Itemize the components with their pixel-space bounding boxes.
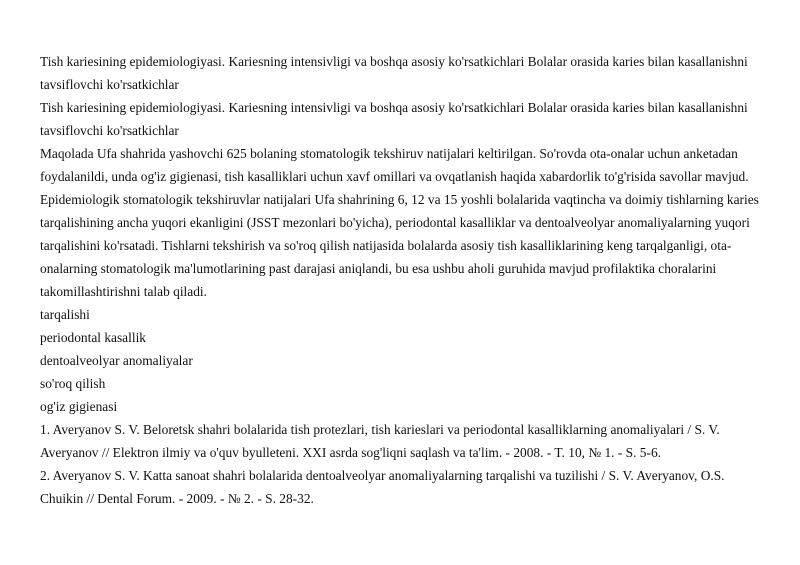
keyword-item: periodontal kasallik xyxy=(40,330,146,345)
document-title-repeat: Tish kariesining epidemiologiyasi. Kariesning intensivligi va boshqa asosiy ko'rsatkichlari Bolalar orasida karies bilan kasallanishni tavsiflovchi ko'rsatkichlar xyxy=(40,100,748,138)
abstract-paragraph: Maqolada Ufa shahrida yashovchi 625 bolaning stomatologik tekshiruv natijalari keltirilgan. So'rovda ota-onalar uchun anketadan foydalanildi, unda og'iz gigienasi, tish kasalliklari uchun xavf omillari va ovqatlanish haqida xabardorlik to'g'risida savollar mavjud. Epidemiologik stomatologik tekshiruvlar natijalari Ufa shahrining 6, 12 va 15 yoshli bolalarida vaqtincha va doimiy tishlarning karies tarqalishining ancha yuqori ekanligini (JSST mezonlari bo'yicha), periodontal kasalliklar va dentoalveolyar anomaliyalarning yuqori tarqalishini ko'rsatadi. Tishlarni tekshirish va so'roq qilish natijasida bolalarda asosiy tish kasalliklarining keng tarqalganligi, ota-onalarning stomatologik ma'lumotlarining past darajasi aniqlandi, bu esa ushbu aholi guruhida mavjud profilaktika choralarini takomillashtirishni talab qiladi. xyxy=(40,146,759,299)
document-body xyxy=(40,50,765,510)
keyword-item: dentoalveolyar anomaliyalar xyxy=(40,353,193,368)
document-title: Tish kariesining epidemiologiyasi. Kariesning intensivligi va boshqa asosiy ko'rsatkichlari Bolalar orasida karies bilan kasallanishni tavsiflovchi ko'rsatkichlar xyxy=(40,54,748,92)
reference-item: 2. Averyanov S. V. Katta sanoat shahri bolalarida dentoalveolyar anomaliyalarning tarqalishi va tuzilishi / S. V. Averyanov, O.S. Chuikin // Dental Forum. - 2009. - № 2. - S. 28-32. xyxy=(40,468,725,506)
reference-item: 1. Averyanov S. V. Beloretsk shahri bolalarida tish protezlari, tish karieslari va periodontal kasalliklarning anomaliyalari / S. V. Averyanov // Elektron ilmiy va o'quv byulleteni. XXI asrda sog'liqni saqlash va ta'lim. - 2008. - T. 10, № 1. - S. 5-6. xyxy=(40,422,720,460)
keyword-item: tarqalishi xyxy=(40,307,90,322)
keyword-item: so'roq qilish xyxy=(40,376,106,391)
keyword-item: og'iz gigienasi xyxy=(40,399,118,414)
